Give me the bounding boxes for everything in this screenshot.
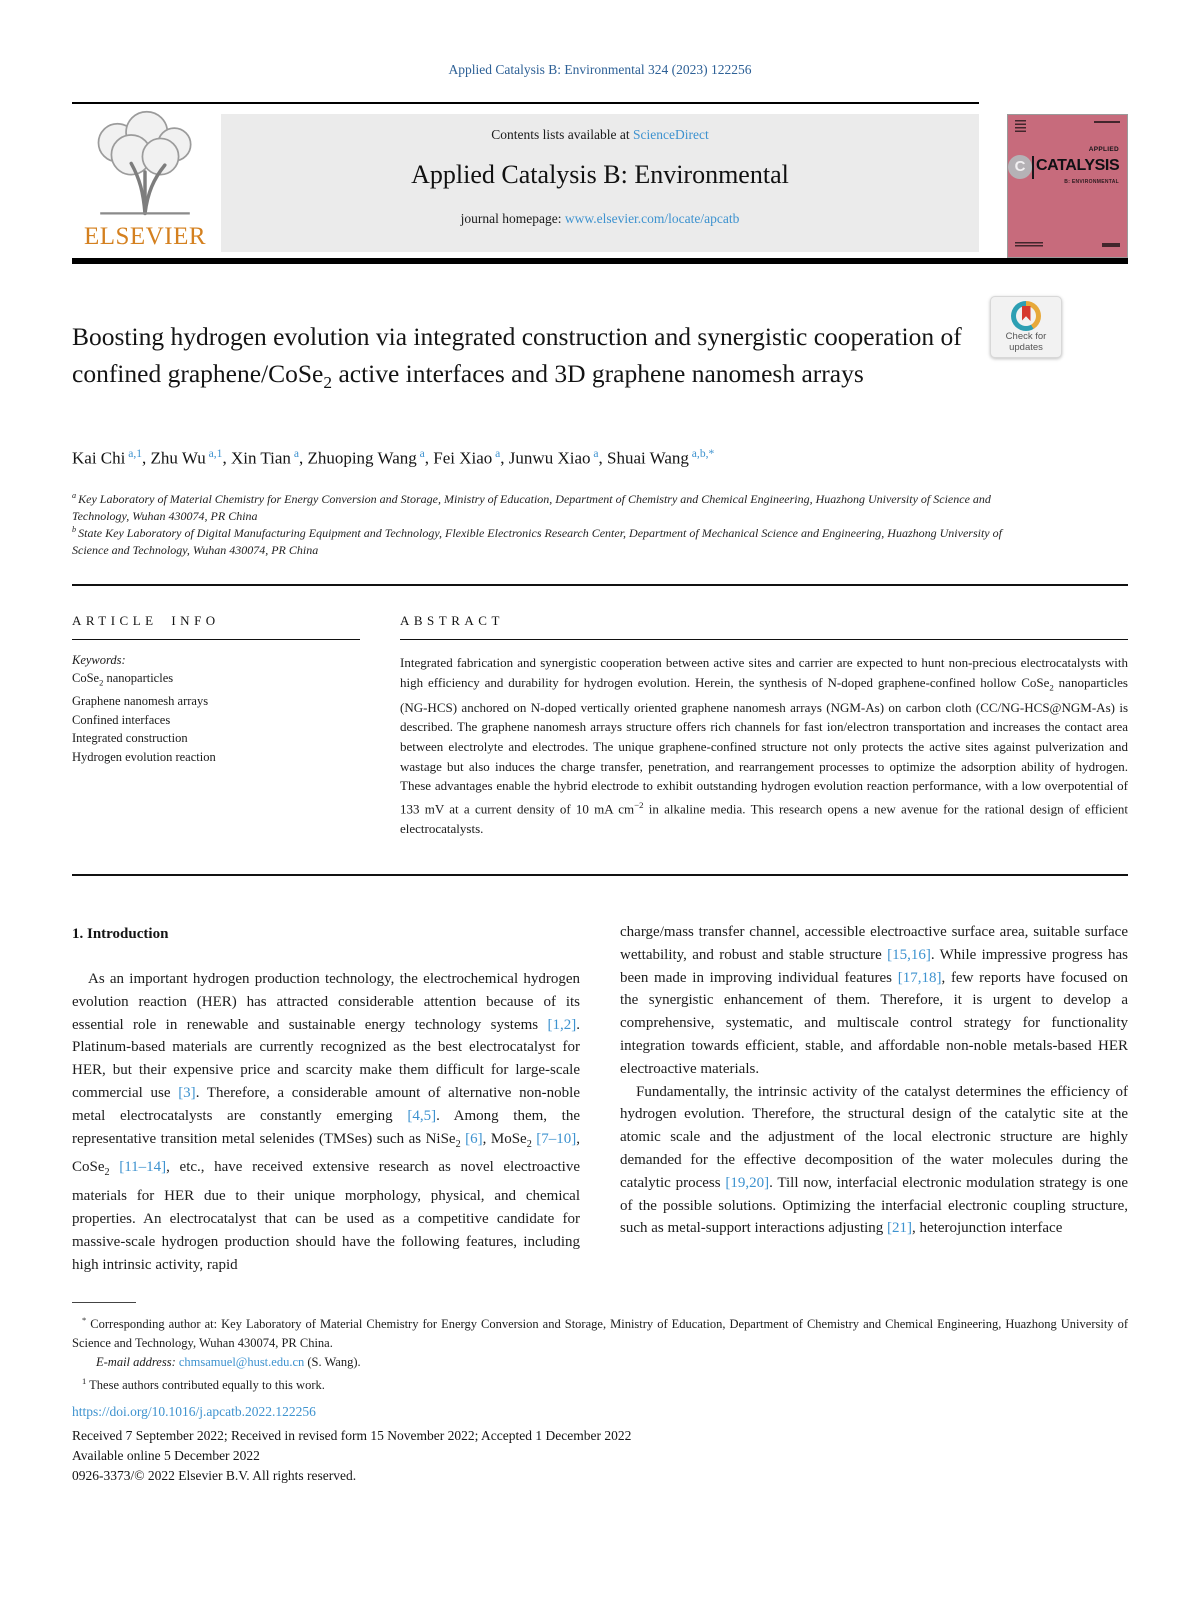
article-title: Boosting hydrogen evolution via integrated construction and synergistic cooperation of confined graphene/CoSe$_2$ active interfaces and 3D graphene nanomesh arrays	[72, 322, 962, 393]
keyword-item: Confined interfaces	[72, 712, 171, 727]
inline-link[interactable]: a,b,*	[688, 447, 715, 460]
inline-link[interactable]: a,1	[205, 447, 223, 460]
inline-link[interactable]: [7–10]	[536, 1130, 577, 1147]
keyword-item: Integrated construction	[72, 731, 188, 745]
cover-subtitle-label: B: ENVIRONMENTAL	[1064, 179, 1119, 185]
cover-catalysis-label: CATALYSIS	[1036, 157, 1120, 174]
cover-issn-mark	[1094, 121, 1120, 123]
abstract-heading: ABSTRACT	[400, 613, 504, 628]
equal-contribution-note: $^1$ These authors contributed equally to this work.	[82, 1376, 325, 1393]
cover-footer-mark-left	[1015, 242, 1043, 247]
elsevier-tree-icon	[75, 110, 215, 222]
body-paragraph: Fundamentally, the intrinsic activity of the catalyst determines the efficiency of hydrogen evolution. Therefore, the structural design of the catalytic site at the atomic scale and the adjustment of the local electronic structure are highly demanded for the effective decomposition of the water molecules during the catalytic process [19,20]. Till now, interfacial electronic modulation strategy is one of the possible solutions. Optimizing the interfacial electronic coupling structure, such as metal-support interactions adjusting [21], heterojunction interface	[620, 1083, 1128, 1237]
cover-footer-mark-right	[1102, 243, 1120, 247]
check-for-updates-badge[interactable]	[990, 296, 1062, 358]
introduction-heading: 1. Introduction	[72, 926, 169, 942]
article-info-heading: ARTICLE INFO	[72, 613, 220, 628]
contents-line: Contents lists available at ScienceDirect	[491, 127, 709, 142]
body-paragraph: charge/mass transfer channel, accessible electroactive surface area, suitable surface wettability, and robust and stable structure [15,16]. While impressive progress has been made in improving individual features [17,18], few reports have focused on the synergistic enhancement of them. Therefore, it is urgent to develop a comprehensive, systematic, and multiscale control strategy for functionality integration towards efficient, stable, and affordable non-noble metals-based HER electroactive materials.	[620, 924, 1129, 1077]
abstract-text: Integrated fabrication and synergistic cooperation between active sites and carrier are expected to hunt non-precious electrocatalysts with high efficiency and durability for hydrogen evolution. Herein, the synthesis of N-doped graphene-confined hollow CoSe$_2$ nanoparticles (NG-HCS) anchored on N-doped vertically oriented graphene nanomesh arrays (NGM-As) on carbon cloth (CC/NG-HCS@NGM-As) is described. The graphene nanomesh arrays structure offers rich channels for fast ion/electron transportation and increases the contact area between electrolyte and electrodes. The unique graphene-confined structure not only protects the active sites against pulverization and wastage but also induces the charge transfer, penetration, and rearrangement processes to optimize the adsorption ability of hydrogen. These advantages enable the hybrid electrode to exhibit outstanding hydrogen evolution reaction performance, with a low overpotential of 133 mV at a current density of 10 mA $cm^{-2}$ in alkaline media. This research opens a new avenue for the rational design of efficient electrocatalysts.	[400, 655, 1128, 836]
available-online-date: Available online 5 December 2022	[72, 1447, 260, 1463]
journal-header-box	[221, 114, 979, 252]
affiliation-a: $^a$ Key Laboratory of Material Chemistry for Energy Conversion and Storage, Ministry of Education, Department of Chemistry and Chemical Engineering, Huazhong University of Science and Technology, Wuhan 430074, PR China	[72, 491, 991, 523]
inline-link[interactable]: [1,2]	[547, 1016, 577, 1033]
inline-link[interactable]: [17,18]	[897, 969, 942, 986]
footnote-divider	[72, 1302, 136, 1303]
body-column-left	[72, 926, 580, 1276]
copyright-line: 0926-3373/© 2022 Elsevier B.V. All rights reserved.	[72, 1467, 357, 1483]
keyword-item: CoSe$_2$ nanoparticles	[72, 671, 174, 688]
inline-link[interactable]: [6]	[465, 1130, 483, 1147]
article-info-section	[72, 613, 360, 766]
body-column-right	[620, 921, 1128, 1240]
keyword-item: Graphene nanomesh arrays	[72, 694, 209, 708]
check-updates-ring-icon	[1011, 301, 1041, 331]
keywords-label: Keywords:	[72, 653, 126, 667]
journal-homepage-line: journal homepage: www.elsevier.com/locate/apcatb	[460, 211, 740, 226]
footnotes-section	[72, 1311, 1128, 1395]
inline-link[interactable]: a	[416, 447, 425, 460]
inline-link[interactable]: a,1	[125, 447, 143, 460]
journal-reference: Applied Catalysis B: Environmental 324 (2023) 122256	[448, 62, 752, 77]
corresponding-author-note: * Corresponding author at: Key Laboratory of Material Chemistry for Energy Conversion and Storage, Ministry of Education, Department of Chemistry and Chemical Engineering, Huazhong University of Science and Technology, Wuhan 430074, PR China.	[72, 1315, 1128, 1351]
inline-link[interactable]: [4,5]	[407, 1107, 437, 1124]
inline-link[interactable]: a	[492, 447, 501, 460]
inline-link[interactable]: [3]	[178, 1084, 196, 1101]
keyword-item: Hydrogen evolution reaction	[72, 749, 216, 764]
cover-publisher-mark	[1015, 120, 1026, 133]
bookmark-icon	[1022, 306, 1031, 321]
journal-title: Applied Catalysis B: Environmental	[411, 160, 789, 189]
introduction-paragraph: As an important hydrogen production technology, the electrochemical hydrogen evolution reaction (HER) has attracted considerable attention because of its essential role in renewable and sustainable energy technology systems [1,2]. Platinum-based materials are currently recognized as the best electrocatalyst for HER, but their expensive price and scarcity make them difficult for large-scale commercial use [3]. Therefore, a considerable amount of alternative non-noble metal electrocatalysts are constantly emerging [4,5]. Among them, the representative transition metal selenides (TMSes) such as NiSe$_2$ [6], MoSe$_2$ [7–10], CoSe$_2$ [11–14], etc., have received extensive research as novel electroactive materials for HER due to their unique morphology, physical, and chemical properties. An electrocatalyst that can be used as a competitive candidate for massive-scale hydrogen production should have the following features, including high intrinsic activity, rapid	[72, 971, 581, 1273]
affiliation-b: $^b$ State Key Laboratory of Digital Manufacturing Equipment and Technology, Flexible Electronics Research Center, Department of Mechanical Science and Engineering, Huazhong University of Science and Technology, Wuhan 430074, PR China	[72, 525, 1002, 557]
inline-link[interactable]: a	[590, 447, 599, 460]
affiliation-divider	[72, 584, 1128, 586]
inline-link[interactable]: chmsamuel@hust.edu.cn	[178, 1355, 305, 1370]
doi-link[interactable]: https://doi.org/10.1016/j.apcatb.2022.122256	[72, 1404, 316, 1419]
elsevier-wordmark: ELSEVIER	[83, 223, 207, 250]
email-note: E-mail address: chmsamuel@hust.edu.cn (S. Wang).	[96, 1355, 361, 1370]
cover-applied-label: APPLIED	[1088, 146, 1119, 153]
cover-divider-bar	[1032, 156, 1034, 179]
inline-link[interactable]: [21]	[887, 1220, 913, 1237]
inline-link[interactable]: ScienceDirect	[633, 127, 709, 142]
journal-cover-thumbnail[interactable]	[1007, 114, 1128, 258]
publication-meta	[72, 1426, 1128, 1485]
author-list: Kai Chi $^{a,1}$, Zhu Wu $^{a,1}$, Xin Tian $^a$, Zhuoping Wang $^a$, Fei Xiao $^a$, Junwu Xiao $^a$, Shuai Wang $^{a,b,*}$	[72, 447, 715, 468]
header-bottom-rule	[72, 258, 1128, 264]
inline-link[interactable]: www.elsevier.com/locate/apcatb	[564, 211, 740, 226]
received-dates: Received 7 September 2022; Received in revised form 15 November 2022; Accepted 1 December 2022	[72, 1428, 632, 1443]
abstract-underline	[400, 639, 1128, 640]
check-updates-label: Check for updates	[1005, 331, 1047, 353]
abstract-bottom-rule	[72, 874, 1128, 876]
inline-link[interactable]: a	[290, 447, 299, 460]
header-top-rule	[72, 102, 979, 104]
cover-c-logo: C	[1008, 155, 1032, 179]
inline-link[interactable]: [15,16]	[887, 946, 931, 963]
abstract-section	[400, 613, 1128, 838]
article-info-underline	[72, 639, 360, 640]
inline-link[interactable]: [19,20]	[725, 1174, 770, 1191]
elsevier-logo[interactable]	[72, 110, 218, 256]
inline-link[interactable]: [11–14]	[119, 1159, 167, 1176]
